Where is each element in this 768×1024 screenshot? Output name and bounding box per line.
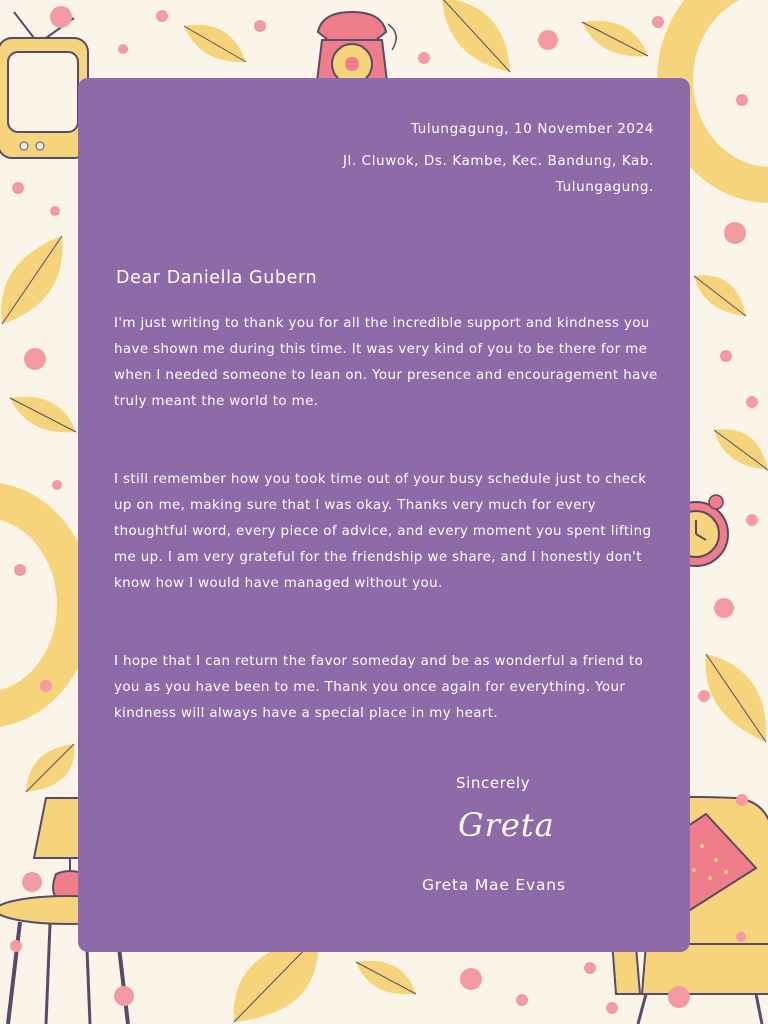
dot-decoration <box>746 514 758 526</box>
letter-paragraph: I hope that I can return the favor someday and be as wonderful a friend to you as you have been to me. Thank you once again for everything. Your kindness will always have a special place in my heart. <box>114 654 644 721</box>
dot-decoration <box>516 994 528 1006</box>
leaf-icon <box>580 16 650 62</box>
dot-decoration <box>52 480 62 490</box>
dot-decoration <box>12 182 24 194</box>
dot-decoration <box>584 962 596 974</box>
dot-decoration <box>736 794 748 806</box>
leaf-icon <box>692 270 748 320</box>
letter-date: Tulungagung, 10 November 2024 <box>410 121 654 137</box>
dot-decoration <box>50 206 60 216</box>
letter-card <box>78 78 690 952</box>
dot-decoration <box>538 30 558 50</box>
dot-decoration <box>698 690 710 702</box>
dot-decoration <box>254 20 266 32</box>
dot-decoration <box>652 16 664 28</box>
leaf-icon <box>436 0 516 76</box>
leaf-icon <box>712 424 768 474</box>
dot-decoration <box>720 350 732 362</box>
dot-decoration <box>736 94 748 106</box>
dot-decoration <box>460 968 482 990</box>
leaf-icon <box>8 392 78 438</box>
dot-decoration <box>14 564 26 576</box>
dot-decoration <box>736 932 746 942</box>
letter-address: Jl. Cluwok, Ds. Kambe, Kec. Bandung, Kab. Tulungagung. <box>342 153 654 195</box>
leaf-icon <box>22 740 78 796</box>
dot-decoration <box>668 986 690 1008</box>
dot-decoration <box>724 222 746 244</box>
letter-paragraph: I still remember how you took time out of your busy schedule just to check up on me, making sure that I was okay. Thanks very much for every thoughtful word, every piece of advice, and every moment you spent lifting me up. I am very grateful for the friendship we share, and I honestly don't know how I would have managed without you. <box>114 472 652 591</box>
dot-decoration <box>606 1002 618 1014</box>
dot-decoration <box>22 872 42 892</box>
dot-decoration <box>118 44 128 54</box>
leaf-icon <box>0 232 68 328</box>
letter-greeting: Dear Daniella Gubern <box>116 268 318 288</box>
dot-decoration <box>714 598 734 618</box>
dot-decoration <box>24 348 46 370</box>
signer-name: Greta Mae Evans <box>422 876 566 894</box>
dot-decoration <box>114 986 134 1006</box>
dot-decoration <box>50 6 72 28</box>
handwritten-signature: Greta <box>458 806 555 844</box>
leaf-icon <box>180 18 250 68</box>
letter-closing: Sincerely <box>456 774 531 792</box>
letter-paragraph: I'm just writing to thank you for all the incredible support and kindness you have shown me during this time. It was very kind of you to be there for me when I needed someone to lean on. Your presence and encouragement have truly meant the world to me. <box>114 316 658 409</box>
dot-decoration <box>156 10 168 22</box>
dot-decoration <box>746 396 758 408</box>
leaf-icon <box>700 650 768 746</box>
dot-decoration <box>40 680 52 692</box>
leaf-icon <box>354 956 418 998</box>
dot-decoration <box>10 940 22 952</box>
dot-decoration <box>418 52 430 64</box>
